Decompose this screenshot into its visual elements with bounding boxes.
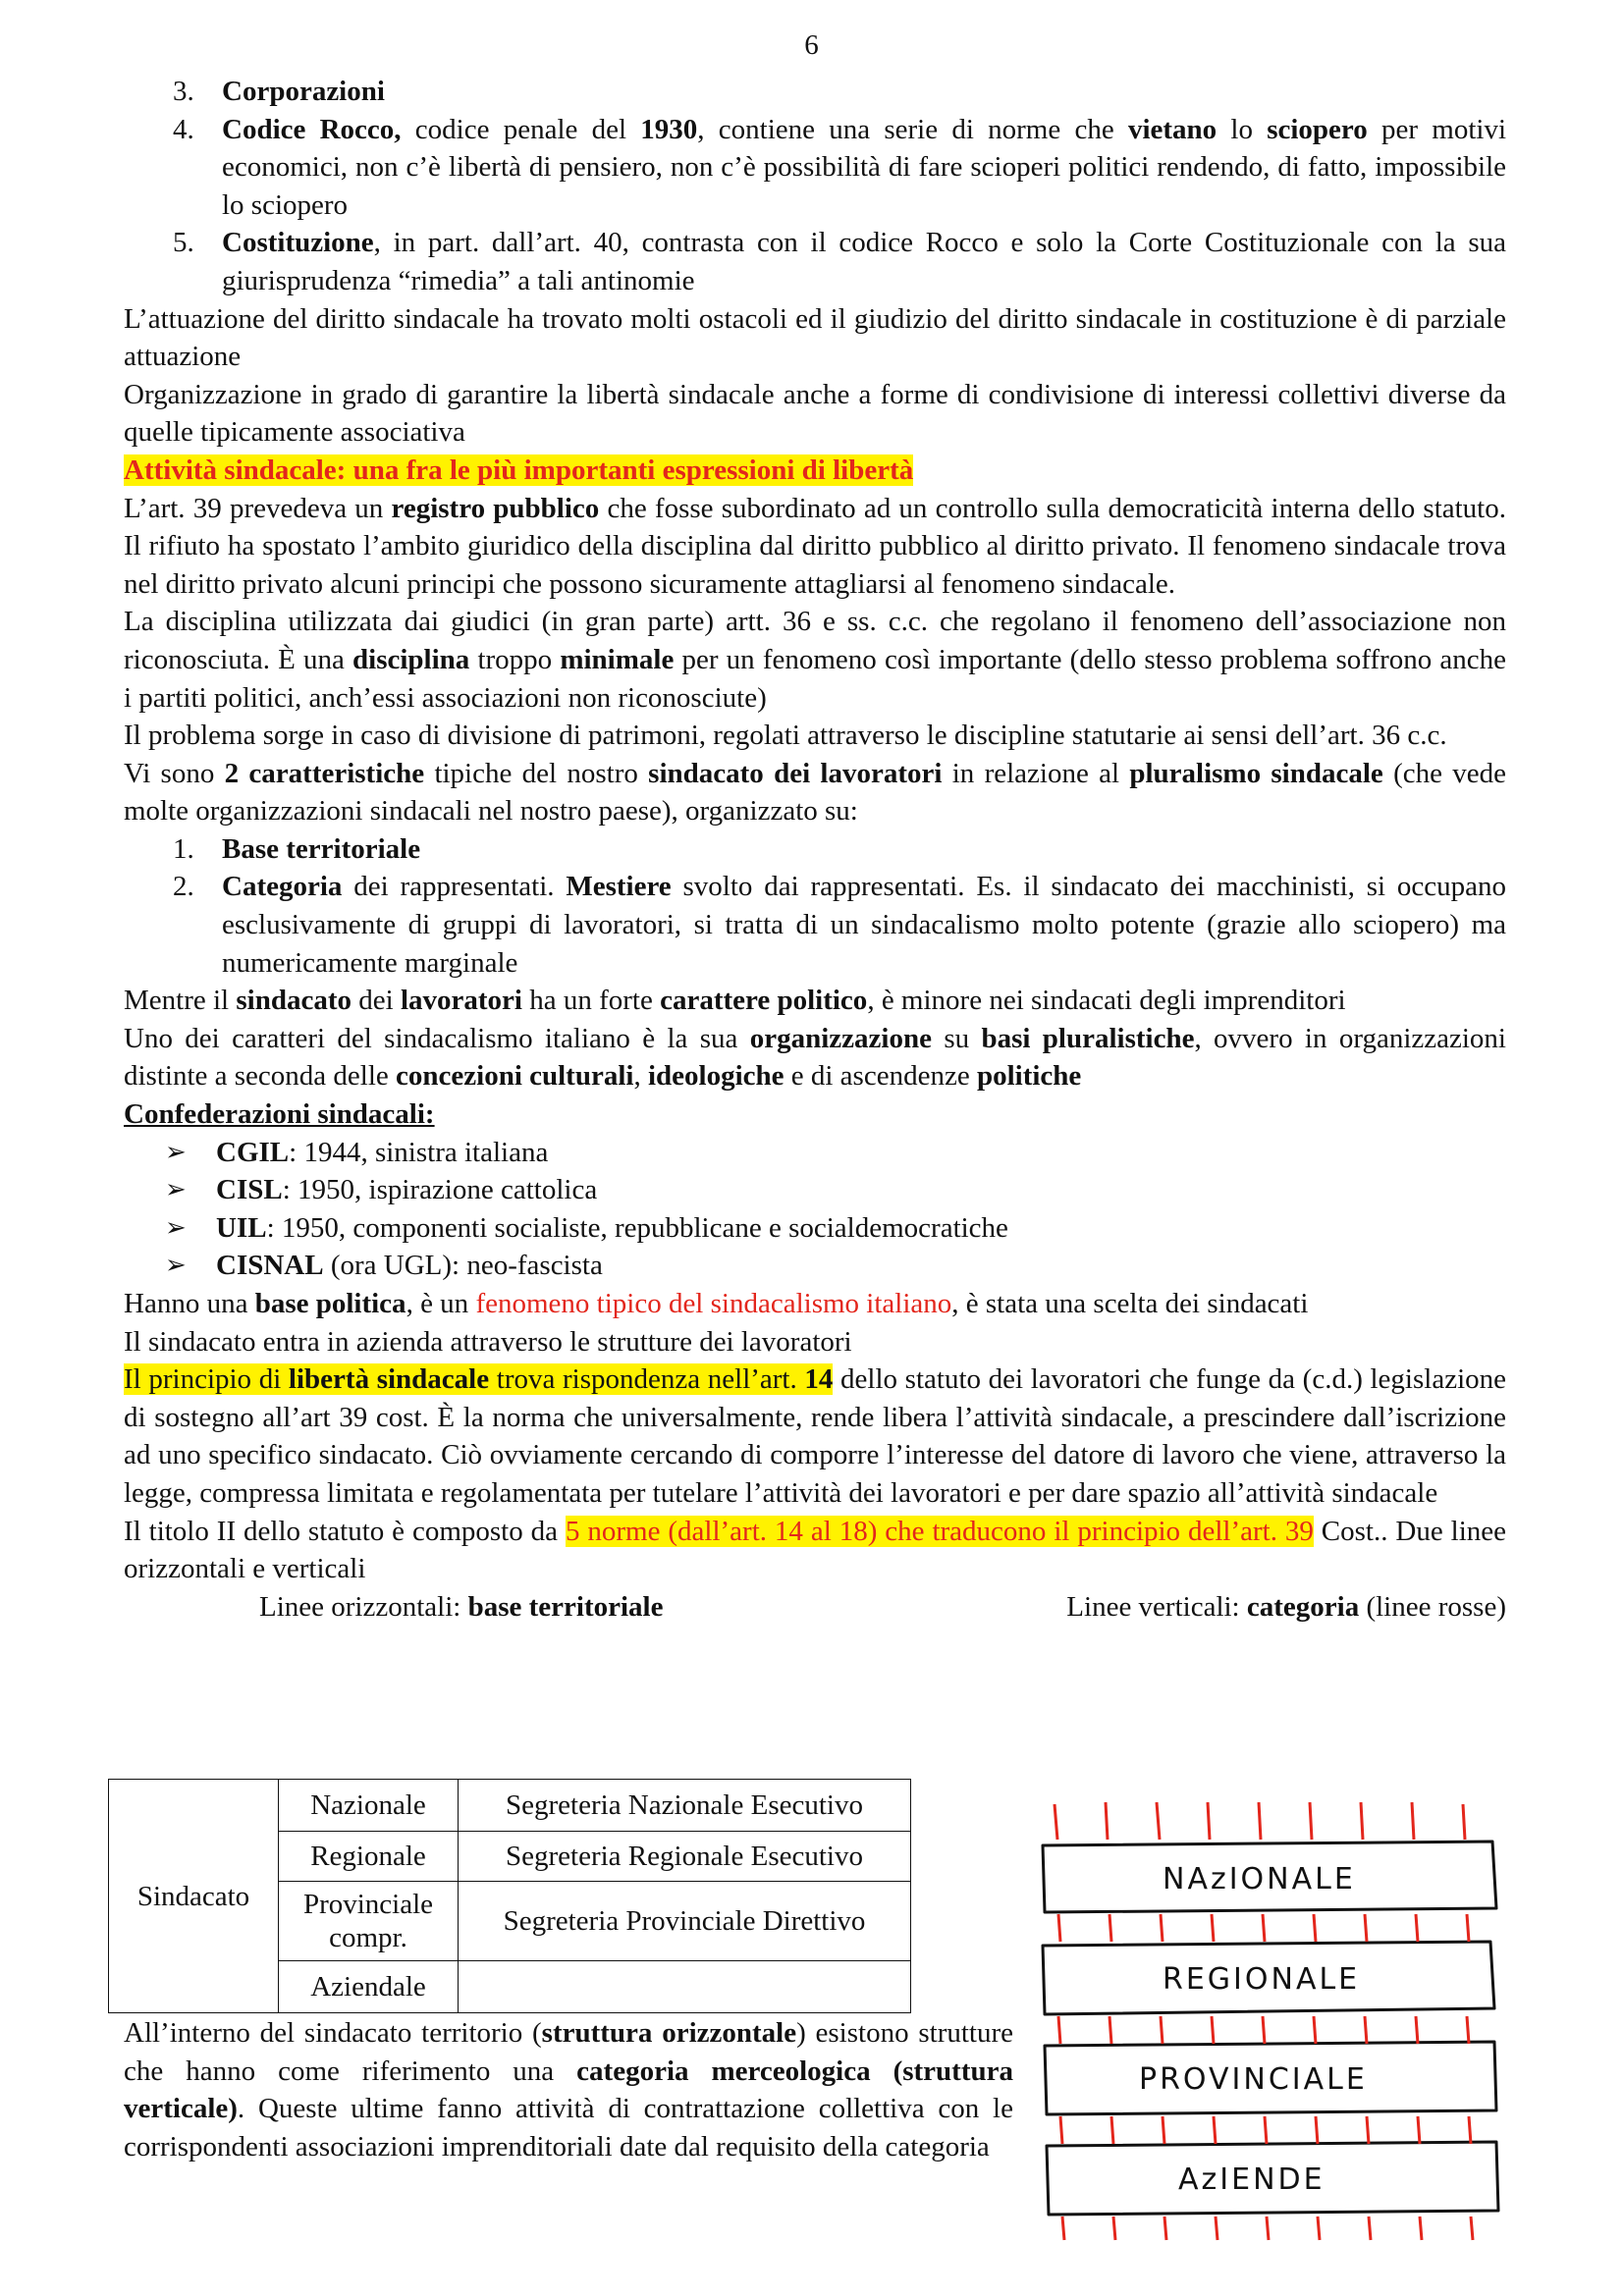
paragraph: Hanno una base politica, è un fenomeno tipico del sindacalismo italiano, è stata una scelta dei sindacati <box>124 1288 1309 1319</box>
list-item: 5. Costituzione, in part. dall’art. 40, contrasta con il codice Rocco e solo la Corte Costituzionale con la sua giurisprudenza “rimedia” a tali antinomie <box>173 227 1506 296</box>
paragraph: L’art. 39 prevedeva un registro pubblico che fosse subordinato ad un controllo sulla democraticità interna dello statuto. Il rifiuto ha spostato l’ambito giuridico della disciplina dal diritto pubblico al diritto privato. Il fenomeno sindacale trova nel diritto privato alcuni principi che possono sicuramente attagliarsi al fenomeno sindacale. <box>124 492 1506 600</box>
structure-table <box>108 1779 911 2013</box>
table-level-cell: Regionale <box>279 1832 459 1882</box>
arrow-bullet-icon: ➢ <box>165 1212 187 1243</box>
paragraph: La disciplina utilizzata dai giudici (in gran parte) artt. 36 e ss. c.c. che regolano il fenomeno dell’associazione non riconosciuta. È una disciplina troppo minimale per un fenomeno così importante (dello stesso problema soffrono anche i partiti politici, anch’essi associazioni non riconosciute) <box>124 606 1506 714</box>
paragraph: Uno dei caratteri del sindacalismo italiano è la sua organizzazione su basi pluralistiche, ovvero in organizzazioni distinte a seconda delle concezioni culturali, ideologiche e di ascendenze politiche <box>124 1022 1506 1093</box>
table-level-cell: Aziendale <box>279 1961 459 2013</box>
list-item: 1. Base territoriale <box>173 832 421 865</box>
page-number: 6 <box>804 29 819 61</box>
list-item: ➢ CISNAL (ora UGL): neo-fascista <box>124 1247 1506 1285</box>
heading-activity: Attività sindacale: una fra le più importanti espressioni di libertà <box>124 454 914 486</box>
table-level-cell: Provinciale compr. <box>279 1882 459 1961</box>
confederation-list <box>124 1134 1506 1285</box>
arrow-bullet-icon: ➢ <box>165 1137 187 1167</box>
list-item: ➢ UIL: 1950, componenti socialiste, repubblicane e socialdemocratiche <box>124 1209 1506 1248</box>
sketch-label-regionale: REGIONALE <box>1163 1962 1361 1997</box>
arrow-bullet-icon: ➢ <box>165 1175 187 1205</box>
table-level-cell: Nazionale <box>279 1780 459 1832</box>
paragraph: L’attuazione del diritto sindacale ha trovato molti ostacoli ed il giudizio del diritto sindacale in costituzione è di parziale attuazione <box>124 302 1506 373</box>
paragraph: All’interno del sindacato territorio (struttura orizzontale) esistono strutture che hanno come riferimento una categoria merceologica (struttura verticale). Queste ultime fanno attività di contrattazione collettiva con le corrispondenti associazioni imprenditoriali date dal requisito della categoria <box>124 2017 1014 2163</box>
sketch-label-provinciale: PROVINCIALE <box>1139 2062 1368 2097</box>
document-body <box>124 73 1506 1626</box>
table-organs-cell: Segreteria Nazionale Esecutivo <box>459 1780 911 1832</box>
paragraph: Il titolo II dello statuto è composto da 5 norme (dall’art. 14 al 18) che traducono il principio dell’art. 39 Cost.. Due linee orizzontali e verticali <box>124 1515 1506 1585</box>
vertical-lines-caption: Linee verticali: categoria (linee rosse) <box>1066 1590 1506 1623</box>
list-item: 4. Codice Rocco, codice penale del 1930, contiene una serie di norme che vietano lo sciopero per motivi economici, non c’è libertà di pensiero, non c’è possibilità di fare scioperi politici rendendo, di fatto, impossibile lo sciopero <box>173 113 1506 221</box>
table-organs-cell: Segreteria Provinciale Direttivo <box>459 1882 911 1961</box>
paragraph: Il problema sorge in caso di divisione di patrimoni, regolati attraverso le discipline statutarie ai sensi dell’art. 36 c.c. <box>124 720 1447 752</box>
sketch-diagram <box>1031 1792 1522 2244</box>
list-top <box>124 73 1506 300</box>
sketch-label-aziende: AzIENDE <box>1178 2163 1325 2197</box>
sketch-label-nazionale: NAzIONALE <box>1163 1862 1356 1896</box>
paragraph: Il principio di libertà sindacale trova rispondenza nell’art. 14 dello statuto dei lavoratori che funge da (c.d.) legislazione di sostegno all’art 39 cost. È la norma che universalmente, rende libera l’attività sindacale, a prescindere dall’iscrizione ad uno specifico sindacato. Ciò ovviamente cercando di comporre l’interesse del datore di lavoro che viene, attraverso la legge, compressa limitata e regolamentata per tutelare l’attività dei lavoratori e per dare spazio all’attività sindacale <box>124 1363 1506 1509</box>
list-item: ➢ CGIL: 1944, sinistra italiana <box>124 1134 1506 1172</box>
list-item: 2. Categoria dei rappresentati. Mestiere svolto dai rappresentati. Es. il sindacato dei macchinisti, si occupano esclusivamente di gruppi di lavoratori, si tratta di un sindacalismo molto potente (grazie allo sciopero) ma numericamente marginale <box>173 871 1506 979</box>
arrow-bullet-icon: ➢ <box>165 1251 187 1281</box>
table-organs-cell <box>459 1961 911 2013</box>
table-root-cell: Sindacato <box>109 1780 279 2013</box>
table-organs-cell: Segreteria Regionale Esecutivo <box>459 1832 911 1882</box>
paragraph: Vi sono 2 caratteristiche tipiche del nostro sindacato dei lavoratori in relazione al pluralismo sindacale (che vede molte organizzazioni sindacali nel nostro paese), organizzato su: <box>124 757 1507 828</box>
heading-confederations: Confederazioni sindacali: <box>124 1098 435 1131</box>
paragraph: Organizzazione in grado di garantire la libertà sindacale anche a forme di condivisione di interessi collettivi diverse da quelle tipicamente associativa <box>124 378 1506 449</box>
paragraph: Il sindacato entra in azienda attraverso le strutture dei lavoratori <box>124 1325 852 1358</box>
list-mid <box>124 830 1506 982</box>
list-item: 3. Corporazioni <box>173 76 385 107</box>
list-item: ➢ CISL: 1950, ispirazione cattolica <box>124 1171 1506 1209</box>
paragraph: Mentre il sindacato dei lavoratori ha un forte carattere politico, è minore nei sindacati degli imprenditori <box>124 985 1346 1017</box>
lines-caption-row <box>124 1588 1506 1626</box>
horizontal-lines-caption: Linee orizzontali: base territoriale <box>259 1590 664 1623</box>
